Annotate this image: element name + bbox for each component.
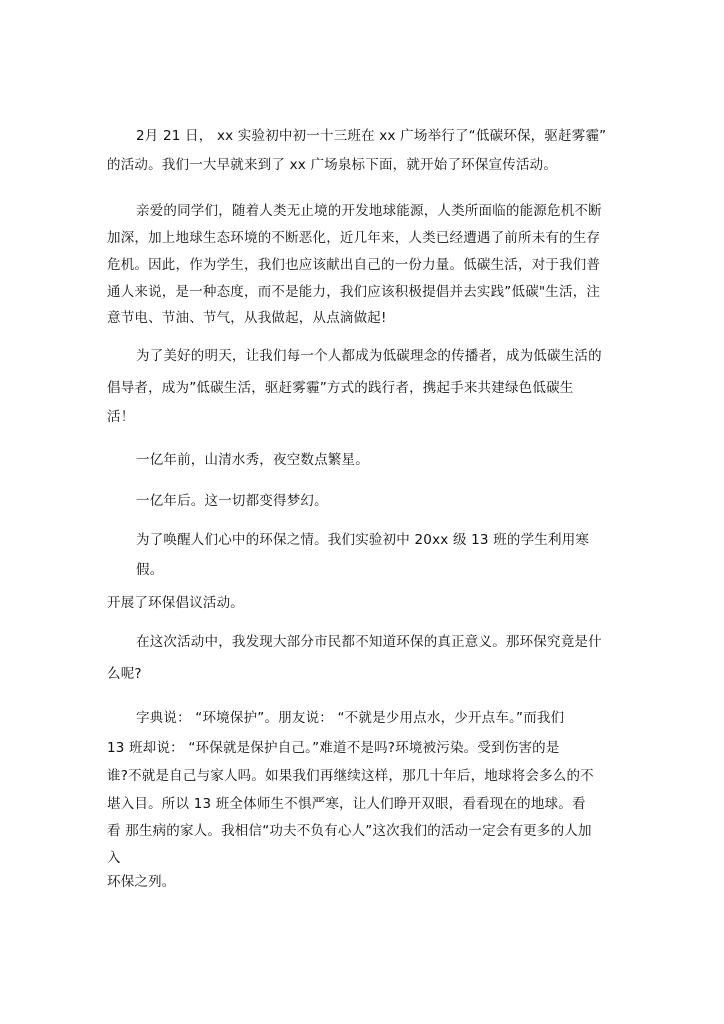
- paragraph-7-line-2: 么呢?: [107, 666, 142, 682]
- paragraph-2-line-4: 通人来说，是一种态度，而不是能力，我们应该积极提倡并去实践”低碳"生活，注: [107, 284, 601, 300]
- paragraph-4-line-1: 一亿年前，山清水秀，夜空数点繁星。: [136, 452, 369, 468]
- paragraph-5-line-1: 一亿年后。这一切都变得梦幻。: [136, 493, 328, 509]
- paragraph-8-line-2: 13 班却说： “环保就是保护自己。”难道不是吗?环境被污染。受到伤害的是: [107, 740, 560, 756]
- paragraph-2-line-1: 亲爱的同学们，随着人类无止境的开发地球能源，人类所面临的能源危机不断: [136, 203, 602, 219]
- paragraph-7-line-1: 在这次活动中，我发现大部分市民都不知道环保的真正意义。那环保究竟是什: [136, 634, 602, 650]
- paragraph-8-line-5: 看 那生病的家人。我相信“功夫不负有心人”这次我们的活动一定会有更多的人加: [107, 823, 592, 839]
- paragraph-8-line-6: 入: [107, 850, 121, 866]
- paragraph-1-line-2: 的活动。我们一大早就来到了 xx 广场泉标下面，就开始了环保宣传活动。: [107, 157, 558, 173]
- paragraph-1-line-1: 2月 21 日， xx 实验初中初一十三班在 xx 广场举行了“低碳环保，驱赶雾霾”: [136, 128, 607, 144]
- paragraph-8-line-7: 环保之列。: [107, 874, 176, 890]
- paragraph-6-line-2: 假。: [136, 562, 164, 578]
- paragraph-3-line-3: 活！: [107, 409, 135, 425]
- paragraph-6-line-1: 为了唤醒人们心中的环保之情。我们实验初中 20xx 级 13 班的学生利用寒: [136, 532, 590, 548]
- paragraph-8-line-3: 谁?不就是自己与家人吗。如果我们再继续这样，那几十年后，地球将会多么的不: [107, 768, 594, 784]
- paragraph-3-line-2: 倡导者，成为”低碳生活，驱赶雾霾”方式的践行者，携起手来共建绿色低碳生: [107, 380, 574, 396]
- paragraph-2-line-5: 意节电、节油、节气，从我做起，从点滴做起!: [107, 310, 387, 326]
- paragraph-3-line-1: 为了美好的明天，让我们每一个人都成为低碳理念的传播者，成为低碳生活的: [136, 348, 602, 364]
- paragraph-6-line-3: 开展了环保倡议活动。: [107, 595, 244, 611]
- paragraph-8-line-4: 堪入目。所以 13 班全体师生不惧严寒，让人们睁开双眼，看看现在的地球。看: [107, 796, 586, 812]
- paragraph-2-line-2: 加深，加上地球生态环境的不断恶化，近几年来，人类已经遭遇了前所未有的生存: [107, 230, 601, 246]
- paragraph-8-line-1: 字典说： “环境保护”。朋友说： “不就是少用点水，少开点车。”而我们: [136, 710, 565, 726]
- paragraph-2-line-3: 危机。因此，作为学生，我们也应该献出自己的一份力量。低碳生活，对于我们普: [107, 257, 601, 273]
